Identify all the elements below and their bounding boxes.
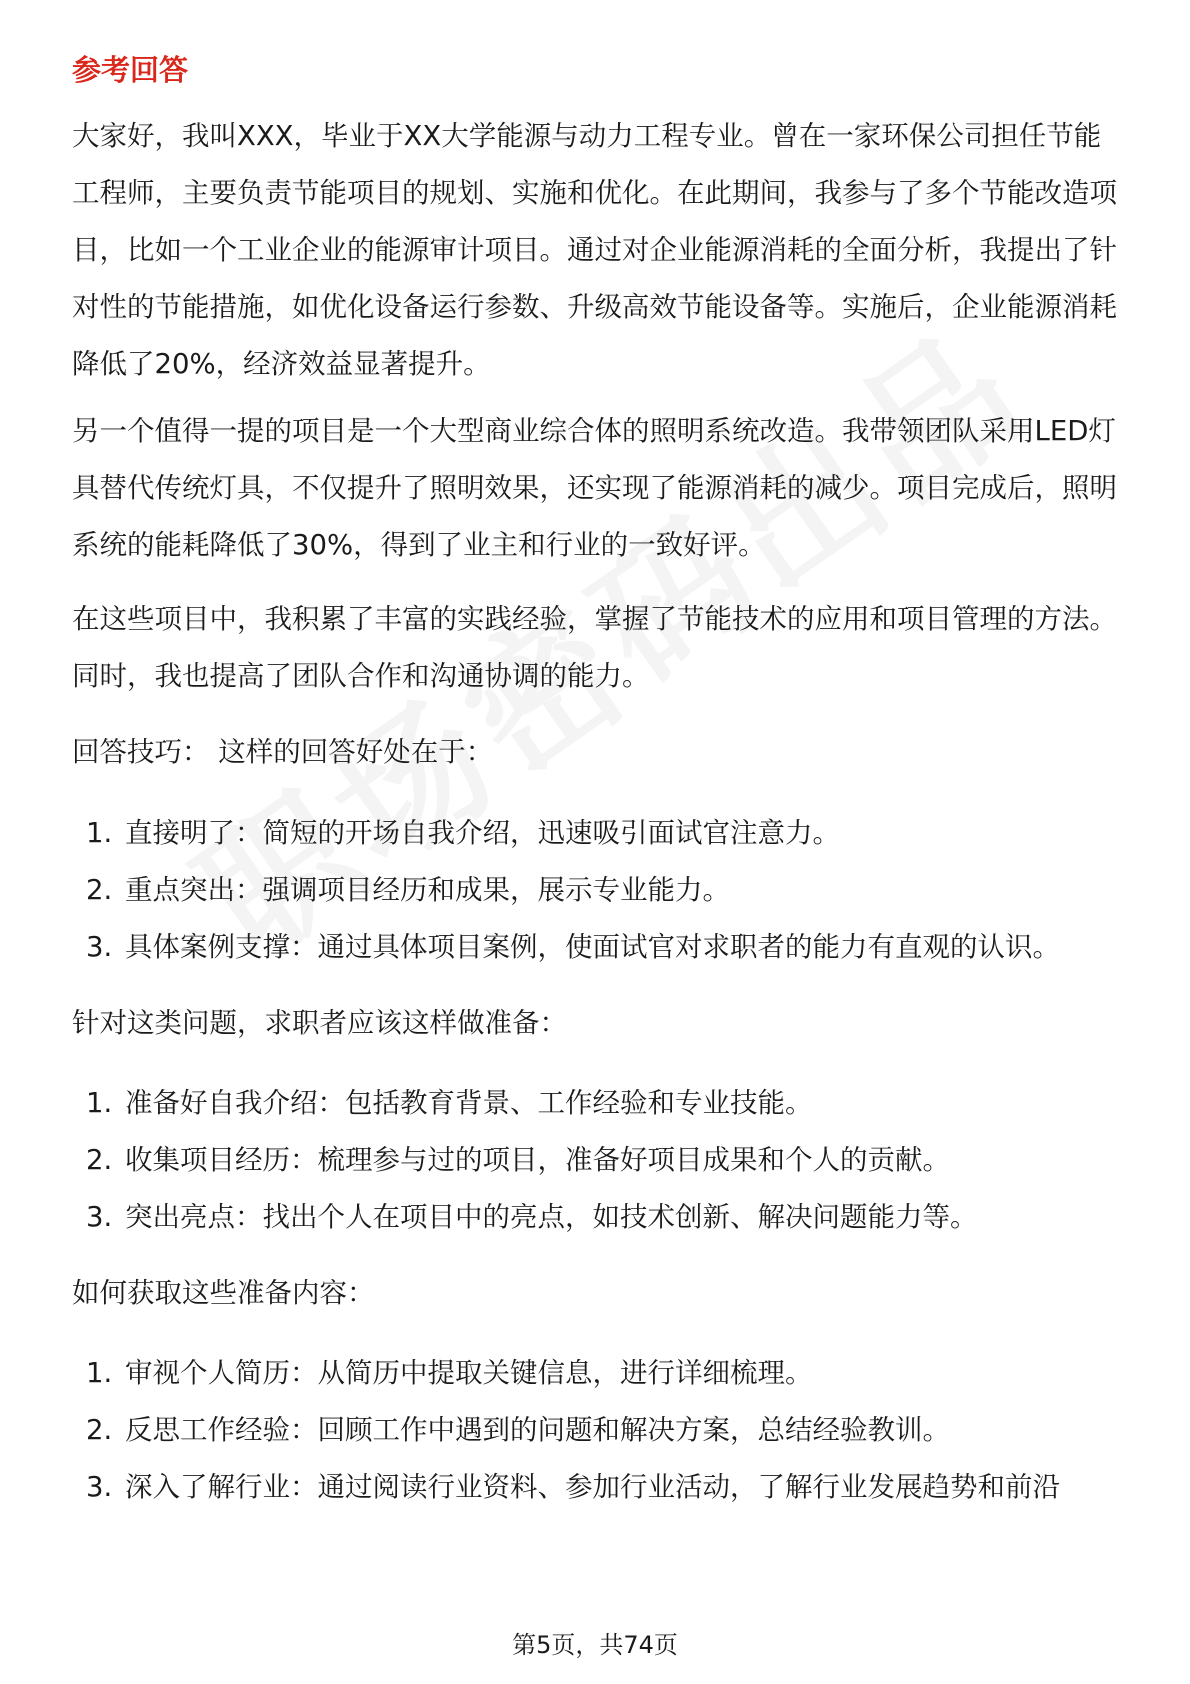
list-item — [72, 919, 1122, 976]
list-text: 审视个人简历：从简历中提取关键信息，进行详细梳理。 — [125, 1357, 813, 1389]
answer-tips-list — [72, 805, 1122, 976]
list-number: 2. — [86, 1414, 113, 1446]
list-item — [72, 1132, 1122, 1189]
paragraph-second-project: 另一个值得一提的项目是一个大型商业综合体的照明系统改造。我带领团队采用LED灯具替代传统灯具，不仅提升了照明效果，还实现了能源消耗的减少。项目完成后，照明系统的能耗降低了30%，得到了业主和行业的一致好评。 — [72, 415, 1117, 561]
list-number: 3. — [86, 1201, 113, 1233]
list-item — [72, 1402, 1122, 1459]
preparation-list — [72, 1075, 1122, 1246]
list-item — [72, 805, 1122, 862]
list-item — [72, 1459, 1122, 1516]
list-text: 突出亮点：找出个人在项目中的亮点，如技术创新、解决问题能力等。 — [125, 1201, 978, 1233]
list-text: 收集项目经历：梳理参与过的项目，准备好项目成果和个人的贡献。 — [125, 1144, 950, 1176]
section-heading: 参考回答 — [72, 53, 189, 87]
list-item — [72, 1189, 1122, 1246]
list-text: 具体案例支撑：通过具体项目案例，使面试官对求职者的能力有直观的认识。 — [125, 931, 1060, 963]
list-text: 深入了解行业：通过阅读行业资料、参加行业活动，了解行业发展趋势和前沿 — [125, 1471, 1060, 1503]
list-item — [72, 862, 1122, 919]
preparation-label: 针对这类问题，求职者应该这样做准备： — [72, 1007, 567, 1039]
list-text: 反思工作经验：回顾工作中遇到的问题和解决方案，总结经验教训。 — [125, 1414, 950, 1446]
list-number: 1. — [86, 1357, 113, 1389]
paragraph-intro: 大家好，我叫XXX，毕业于XX大学能源与动力工程专业。曾在一家环保公司担任节能工程师，主要负责节能项目的规划、实施和优化。在此期间，我参与了多个节能改造项目，比如一个工业企业的能源审计项目。通过对企业能源消耗的全面分析，我提出了针对性的节能措施，如优化设备运行参数、升级高效节能设备等。实施后，企业能源消耗降低了20%，经济效益显著提升。 — [72, 120, 1117, 380]
list-text: 直接明了：简短的开场自我介绍，迅速吸引面试官注意力。 — [125, 817, 840, 849]
acquire-content-list — [72, 1345, 1122, 1516]
list-text: 准备好自我介绍：包括教育背景、工作经验和专业技能。 — [125, 1087, 813, 1119]
paragraph-summary: 在这些项目中，我积累了丰富的实践经验，掌握了节能技术的应用和项目管理的方法。同时，我也提高了团队合作和沟通协调的能力。 — [72, 603, 1117, 692]
list-item — [72, 1345, 1122, 1402]
list-number: 3. — [86, 1471, 113, 1503]
page-number-footer: 第5页，共74页 — [512, 1631, 678, 1659]
acquire-content-label: 如何获取这些准备内容： — [72, 1277, 375, 1309]
list-number: 1. — [86, 817, 113, 849]
list-number: 3. — [86, 931, 113, 963]
list-number: 2. — [86, 874, 113, 906]
answer-tips-label: 回答技巧： 这样的回答好处在于： — [72, 736, 494, 768]
list-text: 重点突出：强调项目经历和成果，展示专业能力。 — [125, 874, 730, 906]
list-number: 2. — [86, 1144, 113, 1176]
list-number: 1. — [86, 1087, 113, 1119]
list-item — [72, 1075, 1122, 1132]
